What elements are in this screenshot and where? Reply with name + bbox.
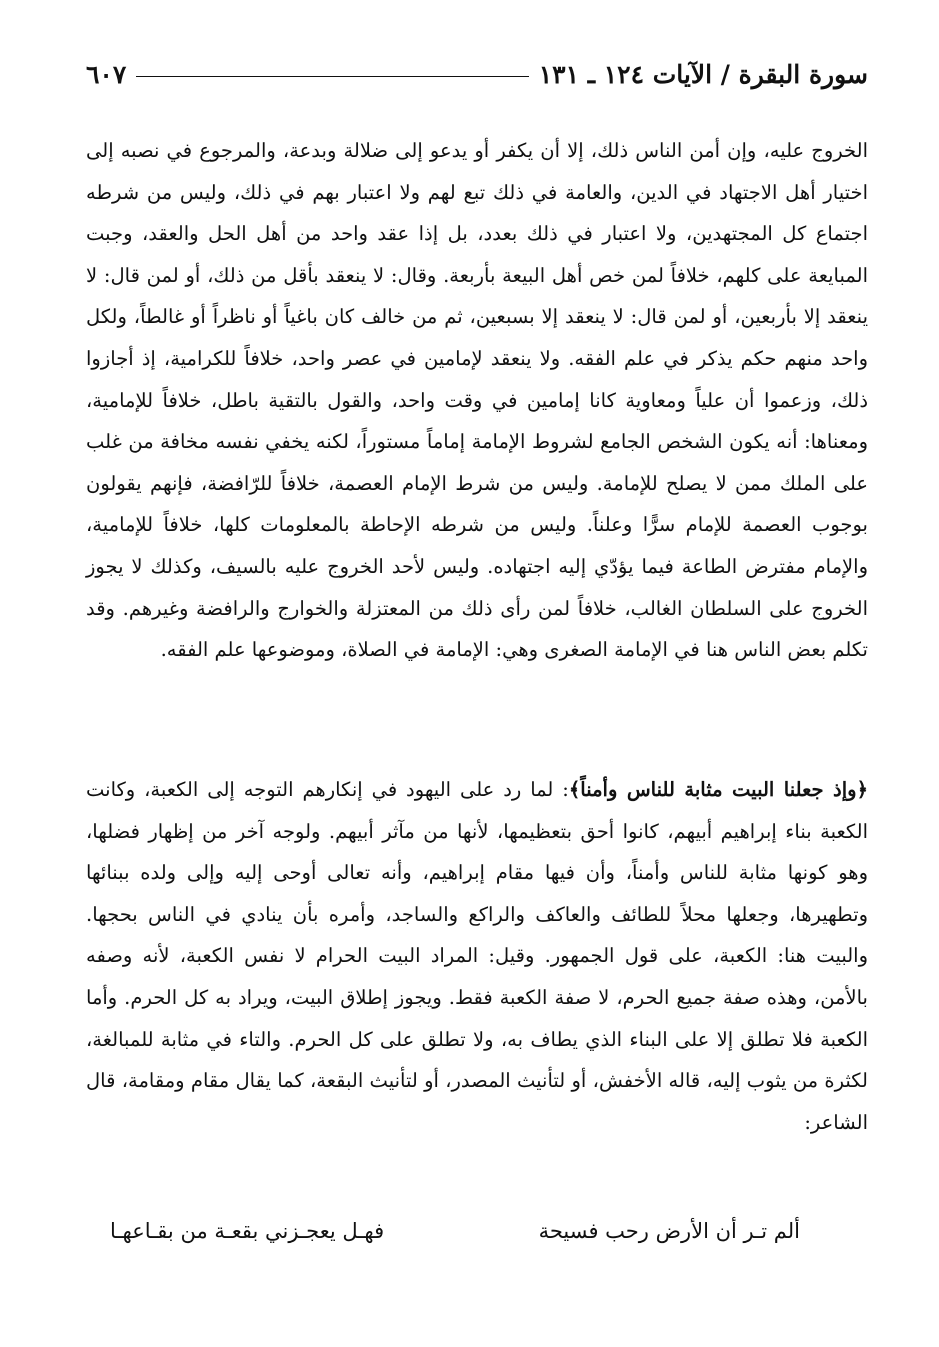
header-rule (136, 76, 528, 77)
paragraph-kaaba (86, 769, 868, 1143)
verse-second-hemistich: فهـل يعجـزني بقعـة من بقـاعهـا (110, 1219, 385, 1243)
running-header (86, 54, 868, 94)
page-number: ٦٠٧ (86, 59, 127, 89)
body-text (86, 130, 868, 1143)
header-title: سورة البقرة / الآيات ١٢٤ ـ ١٣١ (538, 59, 868, 89)
quran-verse-quote: ﴿وإذ جعلنا البيت مثابة للناس وأمناً﴾ (568, 778, 868, 801)
verse-first-hemistich: ألم تـر أن الأرض رحب فسيحة (538, 1219, 800, 1243)
poetry-verse (110, 1206, 800, 1256)
paragraph-imamate: الخروج عليه، وإن أمن الناس ذلك، إلا أن يكفر أو يدعو إلى ضلالة وبدعة، والمرجوع في نصبه إلى اختيار أهل الاجتهاد في الدين، والعامة في ذلك تبع لهم ولا اعتبار بهم في ذلك، وليس من شرطه اجتماع كل المجتهدين، ولا اعتبار في ذلك بعدد، بل إذا عقد واحد من أهل الحل والعقد، وجبت المبايعة على كلهم، خلافاً لمن خص أهل البيعة بأربعة. وقال: لا ينعقد بأقل من ذلك، أو لمن قال: لا ينعقد إلا بأربعين، أو لمن قال: لا ينعقد إلا بسبعين، ثم من خالف كان باغياً أو ناظراً أو غالطاً، ولكل واحد منهم حكم يذكر في علم الفقه. ولا ينعقد لإمامين في عصر واحد، خلافاً للكرامية، إذ أجازوا ذلك، وزعموا أن علياً ومعاوية كانا إمامين في وقت واحد، والقول بالتقية باطل، خلافاً للإمامية، ومعناها: أنه يكون الشخص الجامع لشروط الإمامة إماماً مستوراً، لكنه يخفي نفسه مخافة من غلب على الملك ممن لا يصلح للإمامة. وليس من شرط الإمام العصمة، خلافاً للرّافضة، فإنهم يقولون بوجوب العصمة للإمام سرًّا وعلناً. وليس من شرطه الإحاطة بالمعلومات كلها، خلافاً للإمامية، والإمام مفترض الطاعة فيما يؤدّي إليه اجتهاده. وليس لأحد الخروج عليه بالسيف، وكذلك لا يجوز الخروج على السلطان الغالب، خلافاً لمن رأى ذلك من المعتزلة والخوارج والرافضة وغيرهم. وقد تكلم بعض الناس هنا في الإمامة الصغرى وهي: الإمامة في الصلاة، وموضوعها علم الفقه. (86, 139, 868, 662)
paragraph-kaaba-text: : لما رد على اليهود في إنكارهم التوجه إلى الكعبة، وكانت الكعبة بناء إبراهيم أبيهم، كانوا أحق بتعظيمها، لأنها من مآثر أبيهم. ولوجه آخر من إظهار فضلها، وهو كونها مثابة للناس وأمناً، وأن فيها مقام إبراهيم، وأنه تعالى أوحى إليه وإلى ولده ببنائها وتطهيرها، وجعلها محلاً للطائف والعاكف والراكع والساجد، وأمره بأن ينادي في الناس بحجها. والبيت هنا: الكعبة، على قول الجمهور. وقيل: المراد البيت الحرام لا نفس الكعبة، لأنه وصفه بالأمن، وهذه صفة جميع الحرم، لا صفة الكعبة فقط. ويجوز إطلاق البيت، ويراد به كل الحرم. وأما الكعبة فلا تطلق إلا على البناء الذي يطاف به، ولا تطلق على كل الحرم. والتاء في مثابة للمبالغة، لكثرة من يثوب إليه، قاله الأخفش، أو لتأنيث المصدر، أو لتأنيث البقعة، كما يقال مقام ومقامة، قال الشاعر: (86, 778, 868, 1134)
